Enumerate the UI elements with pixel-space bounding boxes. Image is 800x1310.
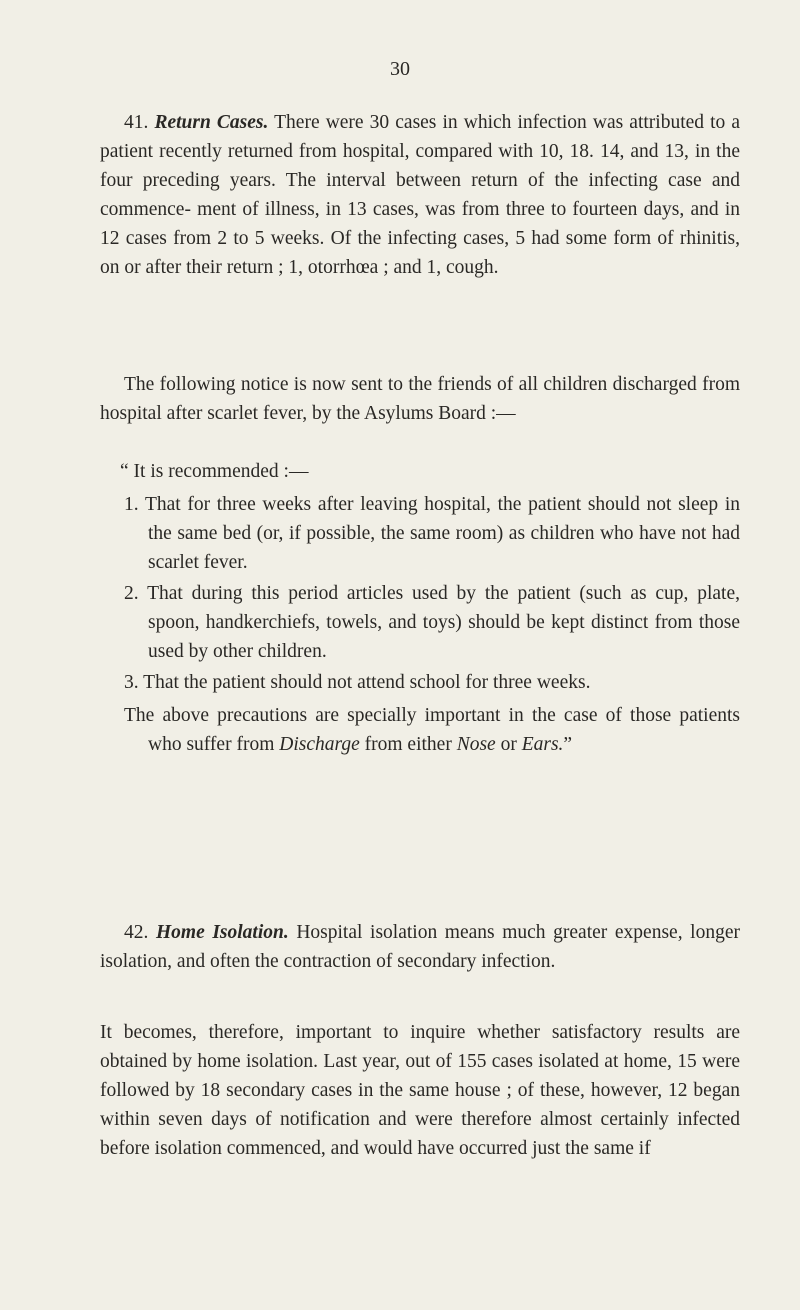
notice-item-text: That during this period articles used by the patient (such as cup, plate, spoon, handkerchiefs, towels, and toys) should be kept distinct from those used by other children. xyxy=(147,583,740,662)
final-paragraph: It becomes, therefore, important to inquire whether satisfactory results are obtained by home isolation. Last year, out of 155 cases isolated at home, 15 were followed by 18 secondary cases in the same house ; of these, however, 12 began within seven days of notification and were therefore almost certainly infected before isolation commenced, and would have occurred just the same if xyxy=(100,1022,740,1159)
notice-closing-quote: ” xyxy=(563,734,573,755)
section-42-number: 42. xyxy=(124,922,149,943)
notice-item-number: 3. xyxy=(124,672,139,693)
section-42-paragraph xyxy=(100,918,740,976)
section-41-text: There were 30 cases in which infection was attributed to a patient recently returned from hospital, compared with 10, 18. 14, and 13, in the four preceding years. The interval between return of the infecting case and commence- ment of illness, in 13 cases, was from three to fourteen days, and in 12 cases from 2 to 5 weeks. Of the infecting cases, 5 had some form of rhinitis, on or after their return ; 1, otorrhœa ; and 1, cough. xyxy=(100,112,741,278)
notice-block xyxy=(100,457,740,759)
notice-item-number: 2. xyxy=(124,583,139,604)
section-42 xyxy=(100,918,740,976)
notice-item-1 xyxy=(100,490,740,577)
notice-closing-pre: The above precautions are specially important in the case of those patients who suffer from xyxy=(124,705,740,755)
notice-item-text: That for three weeks after leaving hospital, the patient should not sleep in the same bed (or, if possible, the same room) as children who have not had scarlet fever. xyxy=(144,494,740,573)
notice-closing-discharge: Discharge xyxy=(279,734,360,755)
section-41-heading: Return Cases. xyxy=(154,112,269,133)
section-41 xyxy=(100,108,740,282)
notice-item-number: 1. xyxy=(124,494,139,515)
notice-item-3 xyxy=(100,668,740,697)
section-42-text: Hospital isolation means much greater expense, longer isolation, and often the contraction of secondary infection. xyxy=(100,922,740,972)
section-42-heading: Home Isolation. xyxy=(155,922,289,943)
notice-closing-mid: from either xyxy=(364,734,452,755)
notice-intro-block xyxy=(100,370,740,428)
page-number: 30 xyxy=(390,58,410,80)
notice-intro: The following notice is now sent to the friends of all children discharged from hospital after scarlet fever, by the Asylums Board :— xyxy=(100,374,740,424)
notice-closing-ears: Ears. xyxy=(521,734,564,755)
notice-closing xyxy=(100,701,740,759)
final-block xyxy=(100,1018,740,1163)
notice-closing-nose: Nose xyxy=(456,734,496,755)
notice-lead: “ It is recommended :— xyxy=(120,461,309,482)
notice-item-2 xyxy=(100,579,740,666)
notice-item-text: That the patient should not attend school for three weeks. xyxy=(143,672,591,693)
section-41-paragraph xyxy=(100,108,740,282)
notice-closing-or: or xyxy=(500,734,517,755)
section-41-number: 41. xyxy=(124,112,149,133)
